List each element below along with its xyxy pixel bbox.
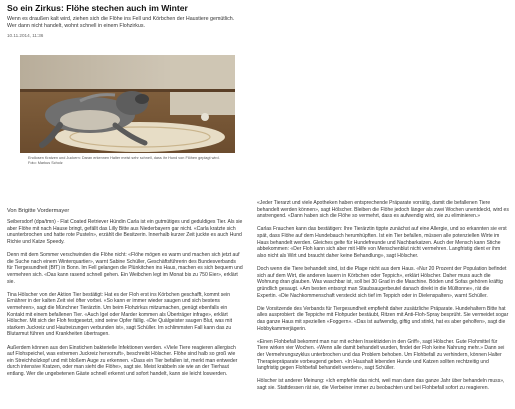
paragraph: «Jeder Tierarzt und viele Apotheken haben entsprechende Präparate vorrätig, damit die befallenen Tiere behandelt werden können», sagt Hölscher. Bleiben die Flöhe jedoch länger als zwei Wochen unentdeckt, wird es anstrengend. «Dann haben sich die Flöhe so vermehrt, dass es aufwendig wird, sie zu eliminieren.» xyxy=(257,200,509,220)
paragraph: Tina Hölscher von der Aktion Tier bestätigt: Hat es der Floh erst ins Körbchen geschafft, kommt sein Ernährer in der kalten Zeit viel öfter vorbei. «So kann er immer wieder saugen und sich bestens vermehren», sagt die Münchner Tierärztin. Um beim Flohzirkus mitzumachen, genügt ebenfalls ein Kontakt mit einem befallenen Tier. «Auch Igel oder Marder kommen als Überträger infrage», erklärt Hölscher. Mit sich der Floh festgesetzt, sind seine Opfer fällig. «Die Quälgeister saugen Blut, was mit starkem Juckreiz und Hautreizungen verbunden ist», sagt Schüller. Im schlimmsten Fall kann das zu Blutarmut führen und Krankheiten übertragen. xyxy=(7,291,232,338)
paragraph: Außerdem können aus den Einstichen bakterielle Infektionen werden. «Viele Tiere reagieren allergisch auf Flohspeichel, was extremen Juckreiz hervorruft», beschreibt Hölscher. Flöhe sind halb so groß wie ein Streichholzkopf und mit bloßem Auge zu erkennen. «Dass ein Tier befallen ist, merkt man entweder durch intensive Kratzen, oder man sieht die Flöhe», sagt sie. Meist krabbeln sie wie an der Tierhaut entlang. Wer die ungebetenen Gäste schnell erkennt und sofort handelt, kann sie leicht loswerden. xyxy=(7,344,238,377)
paragraph: Doch wenn die Tiere behandelt sind, ist die Plage nicht aus dem Haus. «Nur 20 Prozent der Population befindet sich auf dem Wirt, die anderen lauern in Körbchen oder Teppich», erklärt Hölscher. Daher muss auch die Wohnung dran glauben. Was waschbar ist, soll bei 30 Grad in die Maschine. Böden und Sofas gehören kräftig gründlich gesaugt. «Am besten entsorgt man Staubsaugerbeutel danach direkt in die Mülltonne», rät die Expertin. «Die Nachkommenschaft versteckt sich tief im Teppich oder in Dielenspalten», warnt Schüller. xyxy=(257,266,507,299)
article-body-left xyxy=(7,219,243,384)
photo-caption xyxy=(28,156,238,166)
article-photo xyxy=(20,55,235,153)
paragraph: Die Vorsitzende des Verbands für Tiergesundheit empfiehlt daher zusätzliche Präparate. Hundehaltern Bitte hat alles ausprobiert: die Teppiche mit Flohpuder bestäubt, Ritzen mit Anti-Floh-Spray besprüht. Sie vermeidet sogar das ganze Haus mit speziellen «Foggern». «Das ist aufwendig, giftig und stinkt, hat es aber geholfen», sagt die Hobbykammerjägerin. xyxy=(257,305,509,332)
caption-text: Endlosen Kratzen und Juckern: Daran erkennen Halter meist sehr schnell, dass ihr Hund von Flöhen geplagt wird. xyxy=(28,156,220,160)
paragraph: Denn mit dem Sommer verschwinden die Flöhe nicht: «Flöhe mögen es warm und machen sich jetzt auf die Suche nach einem Winterquartier», warnt Sabine Schüller, Geschäftsführerin des Bundesverbands für Tiergesundheit (BfT) in Bonn. Im Fell gelangen die Plünkitchen ins Haus, machen es sich bequem und vermehren sich. «Das kann rasend schnell gehen. Ein Weibchen legt im Monat bis zu 750 Eier», erklärt sie. xyxy=(7,252,243,285)
article-title: So ein Zirkus: Flöhe stechen auch im Winter xyxy=(7,3,188,13)
photo-credit: Foto: Markus Scholz xyxy=(28,161,63,166)
article-date: 10.11.2014, 11:36 xyxy=(7,33,44,38)
paragraph: «Einen Flohbefall bekommt man nur mit echten Insektiziden in den Griff», sagt Hölscher. Gute Flohmittel für Tiere wirken vier Wochen. «Wenn alle damit behandelt wurden, findet der Floh keine Nahrung mehr.» Dann sei der Vermehrungszyklus unterbrochen und das Problem behoben. Um Flohbefall zu verhindern, können Halter Therapiepräparate vorbeugend geben. «In Haushalt lebenden Hunde und Katzen sollten rechtzeitig und langfristig gegen Flohbefall behandelt werden», sagt Schüller. xyxy=(257,338,505,372)
scratching-dog-photo xyxy=(20,55,235,153)
article-lead: Wenn es draußen kalt wird, ziehen sich die Flöhe ins Fell und Körbchen der Haustiere gemütlich. Wer dann nicht handelt, wohnt schnell in einem Flohzirkus. xyxy=(7,16,235,30)
paragraph: Hölscher ist anderer Meinung: «Ich empfehle das nicht, weil man dann das ganze Jahr über behandeln muss», sagt sie. Stattdessen rät sie, die Vierbeiner immer zu beobachten und bei Flohbefall sofort zu reagieren. xyxy=(257,378,505,391)
article-body-right xyxy=(257,200,509,398)
paragraph: Carlas Frauchen kann das bestätigen: Ihre Tierärztin tippte zunächst auf eine Allergie, und so erkannten sie erst spät, dass Flöhe auf dem Hundebauch herumhüpften. Ist ein Tier befallen, müssen alle potenziellen Wirte im Haus behandelt werden. Gleiches gelte für Hundefreunde und Nachbarkatzen. Auch der Mensch kann Stiche abbekommen: «Der Floh kann sich aber mit Hilfe von Menschenblut nicht vermehren. Langfristig dient er ihm also nicht als Wirt und braucht daher keine Behandlung», sagt Hölscher. xyxy=(257,226,507,259)
article-author: Von Brigitte Vordermayer xyxy=(7,208,70,214)
paragraph: Seibersdorf (dpa/tmn) - Flat Coated Retriever Hündin Carla ist ein gutmütiges und geduldiges Tier. Als sie aber Flöhe mit nach Hause bringt, gefällt das Lilly Bitte aus Niederbayern gar nicht. «Carla kratzte sich ununterbrochen und hatte rote Pusteln», erzählt die Besitzerin. Innerhalb kurzer Zeit juckte es auch Hund Richie und Katze Speedy. xyxy=(7,219,243,245)
